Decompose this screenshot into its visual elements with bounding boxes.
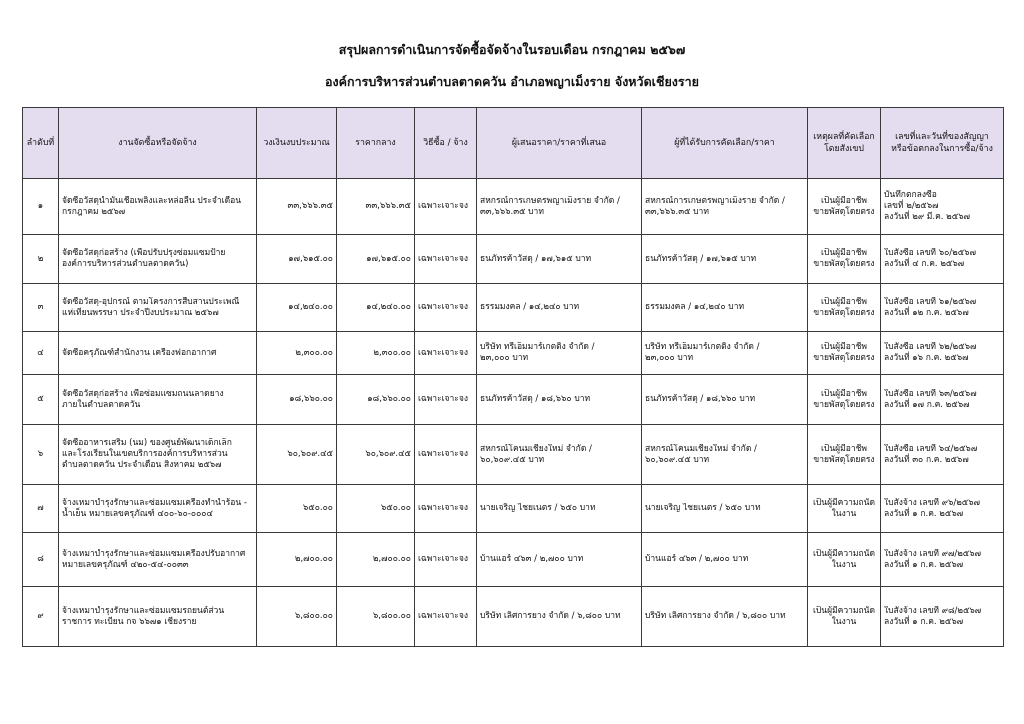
cell-text-item: จัดซื้อวัสดุน้ำมันเชื้อเพลิงและหล่อลื่น ประจำเดือน กรกฎาคม ๒๕๖๗ — [62, 195, 242, 217]
column-header-budget: วงเงินงบประมาณ — [257, 108, 337, 179]
cell-text-median-price: ๖๕๐.๐๐ — [380, 503, 411, 513]
cell-budget — [257, 425, 337, 485]
cell-text-seq: ๔ — [37, 347, 44, 358]
cell-seq — [23, 332, 59, 375]
cell-method — [415, 375, 477, 425]
cell-winner — [642, 235, 808, 284]
table-row — [23, 284, 1004, 332]
cell-text-method: เฉพาะเจาะจง — [418, 503, 468, 513]
cell-method — [415, 587, 477, 647]
cell-contract — [881, 284, 1004, 332]
cell-reason — [808, 485, 881, 533]
cell-seq — [23, 425, 59, 485]
cell-text-bidders: บ้านแอร์ ๔๖๓ / ๒,๗๐๐ บาท — [480, 554, 584, 564]
cell-item — [59, 485, 257, 533]
cell-text-seq: ๗ — [37, 503, 44, 513]
cell-method — [415, 179, 477, 235]
cell-budget — [257, 284, 337, 332]
cell-text-reason: เป็นผู้มีอาชีพ ขายพัสดุโดยตรง — [813, 388, 875, 410]
cell-text-method: เฉพาะเจาะจง — [418, 554, 468, 564]
cell-text-budget: ๖๕๐.๐๐ — [302, 503, 333, 513]
cell-text-contract: ใบสั่งซื้อ เลขที่ ๖๔/๒๕๖๗ ลงวันที่ ๓๐ ก.ค. ๒๕๖๗ — [884, 443, 978, 465]
cell-text-winner: บริษัท ทรีเอ็มมาร์เกตติ้ง จำกัด / ๒๓,๐๐๐ บาท — [645, 342, 760, 363]
column-header-winner: ผู้ที่ได้รับการคัดเลือก/ราคา — [642, 108, 808, 179]
cell-text-median-price: ๑๔,๒๔๐.๐๐ — [366, 302, 411, 312]
table-row — [23, 485, 1004, 533]
cell-text-median-price: ๒,๗๐๐.๐๐ — [372, 554, 411, 564]
cell-median-price — [337, 332, 415, 375]
cell-budget — [257, 485, 337, 533]
table-row — [23, 425, 1004, 485]
cell-seq — [23, 485, 59, 533]
cell-budget — [257, 375, 337, 425]
cell-budget — [257, 179, 337, 235]
cell-text-contract: ใบสั่งซื้อ เลขที่ ๖๐/๒๕๖๗ ลงวันที่ ๔ ก.ค. ๒๕๖๗ — [884, 248, 976, 269]
cell-contract — [881, 533, 1004, 587]
cell-contract — [881, 485, 1004, 533]
cell-text-bidders: ธรรมมงคล / ๑๔,๒๔๐ บาท — [480, 302, 580, 312]
cell-text-seq: ๕ — [37, 394, 44, 404]
cell-text-item: จัดซื้อวัสดุ-อุปกรณ์ ตามโครงการสืบสานประเพณี แห่เทียนพรรษา ประจำปีงบประมาณ ๒๕๖๗ — [62, 296, 240, 318]
cell-item — [59, 179, 257, 235]
table-row — [23, 587, 1004, 647]
cell-method — [415, 485, 477, 533]
cell-text-budget: ๒,๓๐๐.๐๐ — [295, 347, 333, 358]
cell-winner — [642, 284, 808, 332]
cell-method — [415, 332, 477, 375]
cell-text-winner: สหกรณ์โคนมเชียงใหม่ จำกัด / ๖๐,๖๐๙.๔๕ บาท — [645, 443, 757, 465]
cell-seq — [23, 533, 59, 587]
cell-text-contract: ใบสั่งจ้าง เลขที่ ๙๘/๒๕๖๗ ลงวันที่ ๑ ก.ค. ๒๕๖๗ — [884, 605, 982, 627]
cell-text-winner: บริษัท เลิศการยาง จำกัด / ๖,๘๐๐ บาท — [645, 611, 786, 621]
cell-text-budget: ๖๐,๖๐๙.๔๕ — [287, 449, 333, 459]
cell-text-reason: เป็นผู้มีความถนัด ในงาน — [812, 497, 875, 519]
cell-text-seq: ๘ — [37, 554, 44, 564]
cell-text-median-price: ๒,๓๐๐.๐๐ — [373, 347, 411, 358]
cell-seq — [23, 587, 59, 647]
cell-bidders — [477, 533, 642, 587]
cell-method — [415, 284, 477, 332]
cell-text-contract: ใบสั่งซื้อ เลขที่ ๖๑/๒๕๖๗ ลงวันที่ ๑๒ ก.ค. ๒๕๖๗ — [884, 296, 977, 318]
cell-text-contract: ใบสั่งซื้อ เลขที่ ๖๒/๒๕๖๗ ลงวันที่ ๑๖ ก.ค. ๒๕๖๗ — [884, 342, 977, 363]
cell-contract — [881, 179, 1004, 235]
document-title: สรุปผลการดำเนินการจัดซื้อจัดจ้างในรอบเดือน กรกฎาคม ๒๕๖๗ — [338, 42, 686, 57]
cell-contract — [881, 587, 1004, 647]
cell-text-bidders: ธนภัทรค้าวัสดุ / ๑๘,๖๖๐ บาท — [480, 394, 591, 404]
column-header-seq: ลำดับที่ — [23, 108, 59, 179]
cell-item — [59, 332, 257, 375]
cell-text-item: จัดซื้ออาหารเสริม (นม) ของศูนย์พัฒนาเด็กเล็ก และโรงเรียนในเขตบริการองค์การบริหารส่วน ตำบลตาดควัน ประจำเดือน สิงหาคม ๒๕๖๗ — [62, 438, 232, 470]
cell-text-bidders: บริษัท ทรีเอ็มมาร์เกตติ้ง จำกัด / ๒๓,๐๐๐ บาท — [480, 342, 595, 363]
cell-text-median-price: ๖,๘๐๐.๐๐ — [372, 611, 411, 621]
cell-text-bidders: สหกรณ์โคนมเชียงใหม่ จำกัด / ๖๐,๖๐๙.๔๕ บาท — [480, 443, 592, 465]
table-row — [23, 375, 1004, 425]
cell-text-seq: ๑ — [37, 201, 44, 211]
cell-median-price — [337, 284, 415, 332]
cell-text-winner: ธนภัทรค้าวัสดุ / ๑๗,๖๑๕ บาท — [645, 253, 757, 264]
cell-text-bidders: บริษัท เลิศการยาง จำกัด / ๖,๘๐๐ บาท — [480, 611, 621, 621]
cell-text-bidders: สหกรณ์การเกษตรพญาเม็งราย จำกัด / ๓๓,๖๖๖.๓๕ บาท — [480, 195, 620, 217]
cell-text-bidders: นายเจริญ ไชยเนตร / ๖๕๐ บาท — [480, 503, 596, 513]
column-header-reason: เหตุผลที่คัดเลือก โดยสังเขป — [808, 108, 881, 179]
cell-bidders — [477, 332, 642, 375]
cell-winner — [642, 485, 808, 533]
cell-median-price — [337, 485, 415, 533]
cell-text-method: เฉพาะเจาะจง — [418, 611, 468, 621]
cell-text-item: จ้างเหมาบำรุงรักษาและซ่อมแซมเครื่องปรับอากาศ หมายเลขครุภัณฑ์ ๔๒๐-๕๔-๐๐๓๓ — [62, 548, 246, 570]
cell-reason — [808, 587, 881, 647]
header-row — [23, 108, 1004, 179]
cell-contract — [881, 425, 1004, 485]
cell-median-price — [337, 375, 415, 425]
cell-text-winner: บ้านแอร์ ๔๖๓ / ๒,๗๐๐ บาท — [645, 554, 749, 564]
cell-text-seq: ๙ — [37, 611, 44, 621]
cell-budget — [257, 587, 337, 647]
table-row — [23, 332, 1004, 375]
cell-bidders — [477, 485, 642, 533]
cell-item — [59, 375, 257, 425]
cell-median-price — [337, 587, 415, 647]
cell-text-median-price: ๓๓,๖๖๖.๓๕ — [365, 201, 411, 211]
cell-text-item: จ้างเหมาบำรุงรักษาและซ่อมแซมเครื่องทำน้ำร้อน - น้ำเย็น หมายเลขครุภัณฑ์ ๔๐๐-๖๐-๐๐๐๔ — [62, 497, 247, 519]
cell-text-contract: ใบสั่งซื้อ เลขที่ ๖๓/๒๕๖๗ ลงวันที่ ๑๗ ก.ค. ๒๕๖๗ — [884, 388, 977, 410]
cell-text-reason: เป็นผู้มีอาชีพ ขายพัสดุโดยตรง — [813, 443, 875, 465]
cell-text-contract: บันทึกตกลงซื้อ เลขที่ ๒/๒๕๖๗ ลงวันที่ ๒๙ มี.ค. ๒๕๖๗ — [884, 190, 970, 222]
cell-text-median-price: ๑๘,๖๖๐.๐๐ — [367, 394, 411, 404]
cell-winner — [642, 179, 808, 235]
cell-budget — [257, 533, 337, 587]
table-body — [23, 179, 1004, 647]
cell-winner — [642, 332, 808, 375]
cell-text-item: จ้างเหมาบำรุงรักษาและซ่อมแซมรถยนต์ส่วน ราชการ ทะเบียน กจ ๖๖๗๑ เชียงราย — [62, 605, 225, 627]
cell-text-item: จัดซื้อวัสดุก่อสร้าง (เพื่อปรับปรุงซ่อมแซมป้าย องค์การบริหารส่วนตำบลตาดควัน) — [62, 248, 226, 269]
cell-median-price — [337, 533, 415, 587]
cell-bidders — [477, 375, 642, 425]
cell-text-budget: ๖,๘๐๐.๐๐ — [294, 611, 333, 621]
column-header-bidders: ผู้เสนอราคา/ราคาที่เสนอ — [477, 108, 642, 179]
cell-text-method: เฉพาะเจาะจง — [418, 253, 468, 264]
cell-text-item: จัดซื้อครุภัณฑ์สำนักงาน เครื่องฟอกอากาศ — [62, 347, 217, 358]
column-header-median-price: ราคากลาง — [337, 108, 415, 179]
cell-reason — [808, 332, 881, 375]
cell-median-price — [337, 235, 415, 284]
cell-reason — [808, 375, 881, 425]
table-row — [23, 235, 1004, 284]
cell-budget — [257, 235, 337, 284]
cell-text-reason: เป็นผู้มีอาชีพ ขายพัสดุโดยตรง — [813, 195, 875, 217]
cell-bidders — [477, 587, 642, 647]
cell-text-bidders: ธนภัทรค้าวัสดุ / ๑๗,๖๑๕ บาท — [480, 253, 592, 264]
cell-item — [59, 284, 257, 332]
cell-reason — [808, 425, 881, 485]
cell-text-seq: ๒ — [37, 253, 44, 264]
cell-text-budget: ๑๔,๒๔๐.๐๐ — [288, 302, 333, 312]
cell-reason — [808, 235, 881, 284]
cell-text-reason: เป็นผู้มีความถนัด ในงาน — [812, 605, 875, 627]
cell-text-method: เฉพาะเจาะจง — [418, 201, 468, 211]
cell-seq — [23, 284, 59, 332]
cell-median-price — [337, 179, 415, 235]
cell-bidders — [477, 179, 642, 235]
cell-seq — [23, 235, 59, 284]
document-subtitle: องค์การบริหารส่วนตำบลตาดควัน อำเภอพญาเม็งราย จังหวัดเชียงราย — [325, 74, 699, 89]
cell-text-median-price: ๑๗,๖๑๕.๐๐ — [366, 253, 411, 264]
cell-winner — [642, 375, 808, 425]
cell-bidders — [477, 235, 642, 284]
cell-text-reason: เป็นผู้มีอาชีพ ขายพัสดุโดยตรง — [813, 342, 875, 363]
cell-method — [415, 235, 477, 284]
cell-text-reason: เป็นผู้มีอาชีพ ขายพัสดุโดยตรง — [813, 248, 875, 269]
cell-bidders — [477, 425, 642, 485]
cell-contract — [881, 332, 1004, 375]
cell-reason — [808, 533, 881, 587]
cell-winner — [642, 587, 808, 647]
procurement-summary-table — [22, 107, 1004, 647]
cell-median-price — [337, 425, 415, 485]
column-header-contract: เลขที่และวันที่ของสัญญา หรือข้อตกลงในการซื้อ/จ้าง — [881, 108, 1004, 179]
cell-text-median-price: ๖๐,๖๐๙.๔๕ — [365, 449, 411, 459]
cell-item — [59, 425, 257, 485]
column-header-item: งานจัดซื้อหรือจัดจ้าง — [59, 108, 257, 179]
cell-text-method: เฉพาะเจาะจง — [418, 302, 468, 312]
cell-text-reason: เป็นผู้มีความถนัด ในงาน — [812, 548, 875, 570]
cell-reason — [808, 179, 881, 235]
cell-contract — [881, 375, 1004, 425]
table-row — [23, 179, 1004, 235]
cell-text-budget: ๑๗,๖๑๕.๐๐ — [288, 253, 333, 264]
cell-text-seq: ๓ — [37, 302, 44, 312]
cell-text-budget: ๑๘,๖๖๐.๐๐ — [289, 394, 333, 404]
cell-winner — [642, 425, 808, 485]
cell-bidders — [477, 284, 642, 332]
cell-method — [415, 533, 477, 587]
cell-contract — [881, 235, 1004, 284]
cell-text-method: เฉพาะเจาะจง — [418, 347, 468, 358]
cell-text-winner: สหกรณ์การเกษตรพญาเม็งราย จำกัด / ๓๓,๖๖๖.๓๕ บาท — [645, 195, 785, 217]
cell-text-method: เฉพาะเจาะจง — [418, 394, 468, 404]
cell-text-budget: ๒,๗๐๐.๐๐ — [294, 554, 333, 564]
cell-text-method: เฉพาะเจาะจง — [418, 449, 468, 459]
cell-seq — [23, 179, 59, 235]
cell-method — [415, 425, 477, 485]
cell-budget — [257, 332, 337, 375]
cell-text-budget: ๓๓,๖๖๖.๓๕ — [287, 201, 333, 211]
cell-text-winner: ธนภัทรค้าวัสดุ / ๑๘,๖๖๐ บาท — [645, 394, 756, 404]
cell-text-contract: ใบสั่งจ้าง เลขที่ ๙๖/๒๕๖๗ ลงวันที่ ๑ ก.ค. ๒๕๖๗ — [884, 497, 981, 519]
cell-text-item: จัดซื้อวัสดุก่อสร้าง เพื่อซ่อมแซมถนนลาดยาง ภายในตำบลตาดควัน — [62, 388, 224, 410]
cell-text-winner: ธรรมมงคล / ๑๔,๒๔๐ บาท — [645, 302, 745, 312]
cell-seq — [23, 375, 59, 425]
cell-winner — [642, 533, 808, 587]
column-header-method: วิธีซื้อ / จ้าง — [415, 108, 477, 179]
cell-text-seq: ๖ — [37, 449, 44, 459]
cell-reason — [808, 284, 881, 332]
cell-text-contract: ใบสั่งจ้าง เลขที่ ๙๗/๒๕๖๗ ลงวันที่ ๑ ก.ค. ๒๕๖๗ — [884, 548, 982, 570]
table-header — [23, 108, 1004, 179]
cell-text-winner: นายเจริญ ไชยเนตร / ๖๕๐ บาท — [645, 503, 761, 513]
cell-item — [59, 533, 257, 587]
cell-text-reason: เป็นผู้มีอาชีพ ขายพัสดุโดยตรง — [813, 296, 875, 318]
table-row — [23, 533, 1004, 587]
cell-item — [59, 235, 257, 284]
cell-item — [59, 587, 257, 647]
